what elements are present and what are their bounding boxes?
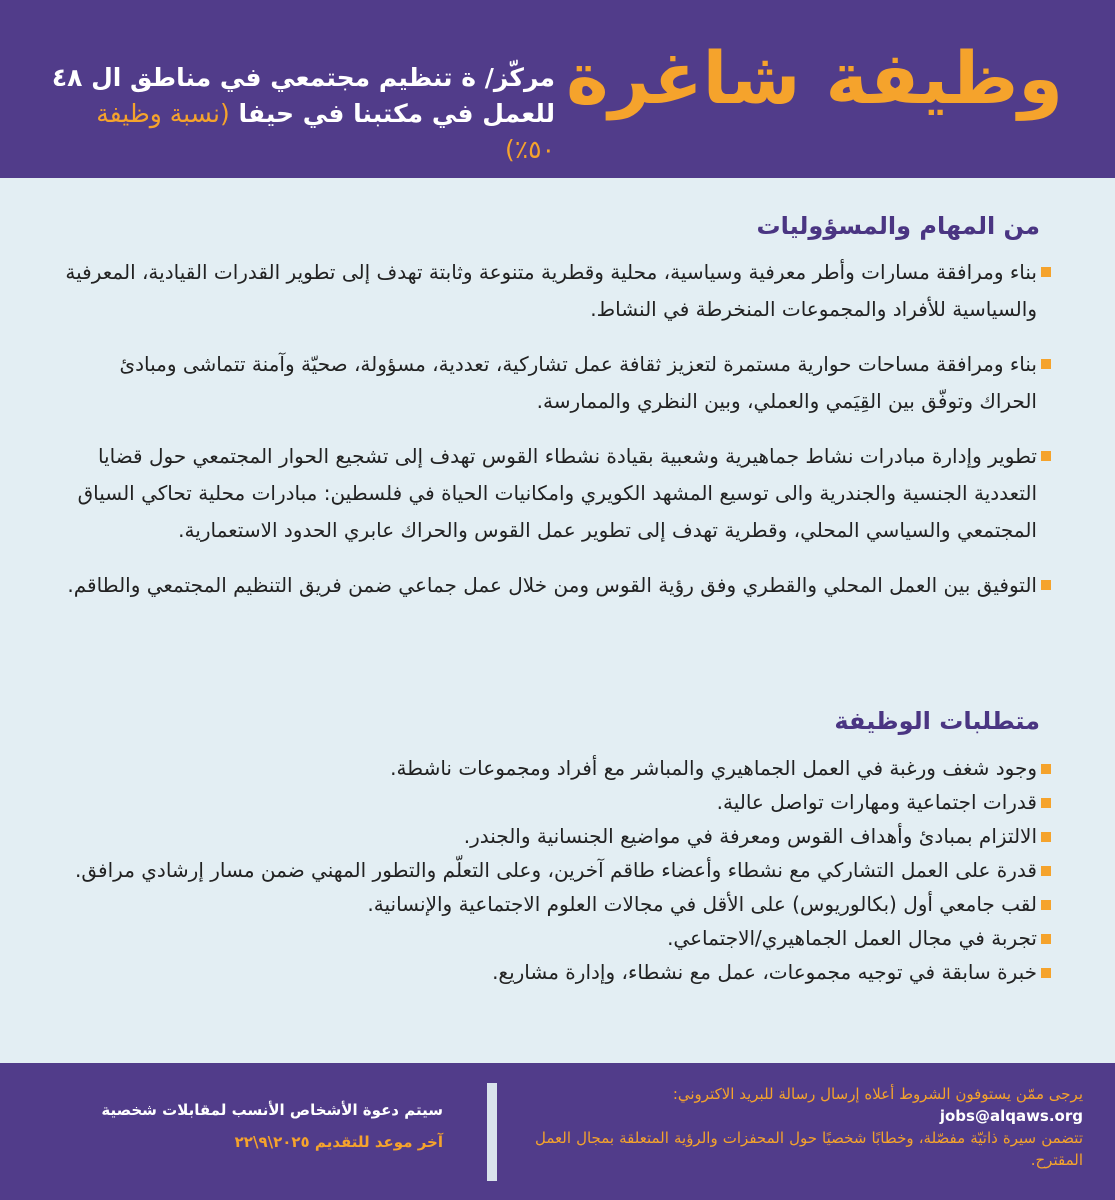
bullet-icon [1041, 764, 1051, 774]
list-item: الالتزام بمبادئ وأهداف القوس ومعرفة في مواضيع الجنسانية والجندر. [57, 820, 1037, 853]
apply-details: تتضمن سيرة ذاتيّة مفصّلة، وخطابًا شخصيًا حول المحفزات والرؤية المتعلقة بمجال العمل المقترح. [535, 1129, 1083, 1169]
location-text: للعمل في مكتبنا في حيفا [238, 99, 555, 128]
email-link[interactable]: jobs@alqaws.org [939, 1107, 1083, 1125]
bullet-icon [1041, 934, 1051, 944]
responsibilities-title: من المهام والمسؤوليات [756, 212, 1040, 240]
list-item: تطوير وإدارة مبادرات نشاط جماهيرية وشعبية بقيادة نشطاء القوس تهدف إلى تشجيع الحوار المجتمعي حول قضايا التعددية الجنسية والجندرية والى توسيع المشهد الكويري وامكانيات الحياة في فلسطين: مبادرات محلية تحاكي السياق المجتمعي والسياسي المحلي، وقطرية تهدف إلى تطوير عمل القوس والحراك عابري الحدود الاستعمارية. [57, 438, 1037, 549]
position-title: مركّز/ ة تنظيم مجتمعي في مناطق ال ٤٨ [51, 63, 555, 92]
bullet-icon [1041, 832, 1051, 842]
job-percentage: (نسبة وظيفة ٥٠٪) [96, 99, 555, 164]
bullet-icon [1041, 968, 1051, 978]
list-item: التوفيق بين العمل المحلي والقطري وفق رؤية القوس ومن خلال عمل جماعي ضمن فريق التنظيم المجتمعي والطاقم. [57, 567, 1037, 604]
list-item: تجربة في مجال العمل الجماهيري/الاجتماعي. [57, 922, 1037, 955]
requirements-title: متطلبات الوظيفة [834, 707, 1040, 735]
application-instructions [535, 1083, 1083, 1171]
list-item: وجود شغف ورغبة في العمل الجماهيري والمباشر مع أفراد ومجموعات ناشطة. [57, 752, 1037, 785]
position-location [45, 96, 555, 168]
bullet-icon [1041, 900, 1051, 910]
bullet-icon [1041, 359, 1051, 369]
bullet-icon [1041, 798, 1051, 808]
main-content [0, 178, 1115, 1063]
list-item: قدرة على العمل التشاركي مع نشطاء وأعضاء طاقم آخرين، وعلى التعلّم والتطور المهني ضمن مسار إرشادي مرافق. [57, 854, 1037, 887]
responsibilities-list [57, 254, 1037, 622]
bullet-icon [1041, 267, 1051, 277]
header-banner [0, 0, 1115, 178]
bullet-icon [1041, 866, 1051, 876]
interview-info [101, 1099, 443, 1153]
bullet-icon [1041, 451, 1051, 461]
list-item: قدرات اجتماعية ومهارات تواصل عالية. [57, 786, 1037, 819]
footer [0, 1063, 1115, 1200]
footer-divider [487, 1083, 497, 1181]
page-title: وظيفة شاغرة [566, 36, 1063, 120]
list-item: بناء ومرافقة مساحات حوارية مستمرة لتعزيز ثقافة عمل تشاركية، تعددية، مسؤولة، صحيّة وآمنة تتماشى ومبادئ الحراك وتوفّق بين القِيَمي والعملي، وبين النظري والممارسة. [57, 346, 1037, 420]
list-item: بناء ومرافقة مسارات وأطر معرفية وسياسية، محلية وقطرية متنوعة وثابتة تهدف إلى تطوير القدرات القيادية، المعرفية والسياسية للأفراد والمجموعات المنخرطة في النشاط. [57, 254, 1037, 328]
deadline: آخر موعد للتقديم ٢٠٢٥\٩\٢٢ [234, 1133, 443, 1151]
list-item: لقب جامعي أول (بكالوريوس) على الأقل في مجالات العلوم الاجتماعية والإنسانية. [57, 888, 1037, 921]
apply-text: يرجى ممّن يستوفون الشروط أعلاه إرسال رسالة للبريد الاكتروني: [672, 1085, 1083, 1103]
invite-note: سيتم دعوة الأشخاص الأنسب لمقابلات شخصية [101, 1101, 443, 1119]
position-summary [45, 60, 555, 168]
requirements-list [57, 752, 1037, 990]
bullet-icon [1041, 580, 1051, 590]
list-item: خبرة سابقة في توجيه مجموعات، عمل مع نشطاء، وإدارة مشاريع. [57, 956, 1037, 989]
